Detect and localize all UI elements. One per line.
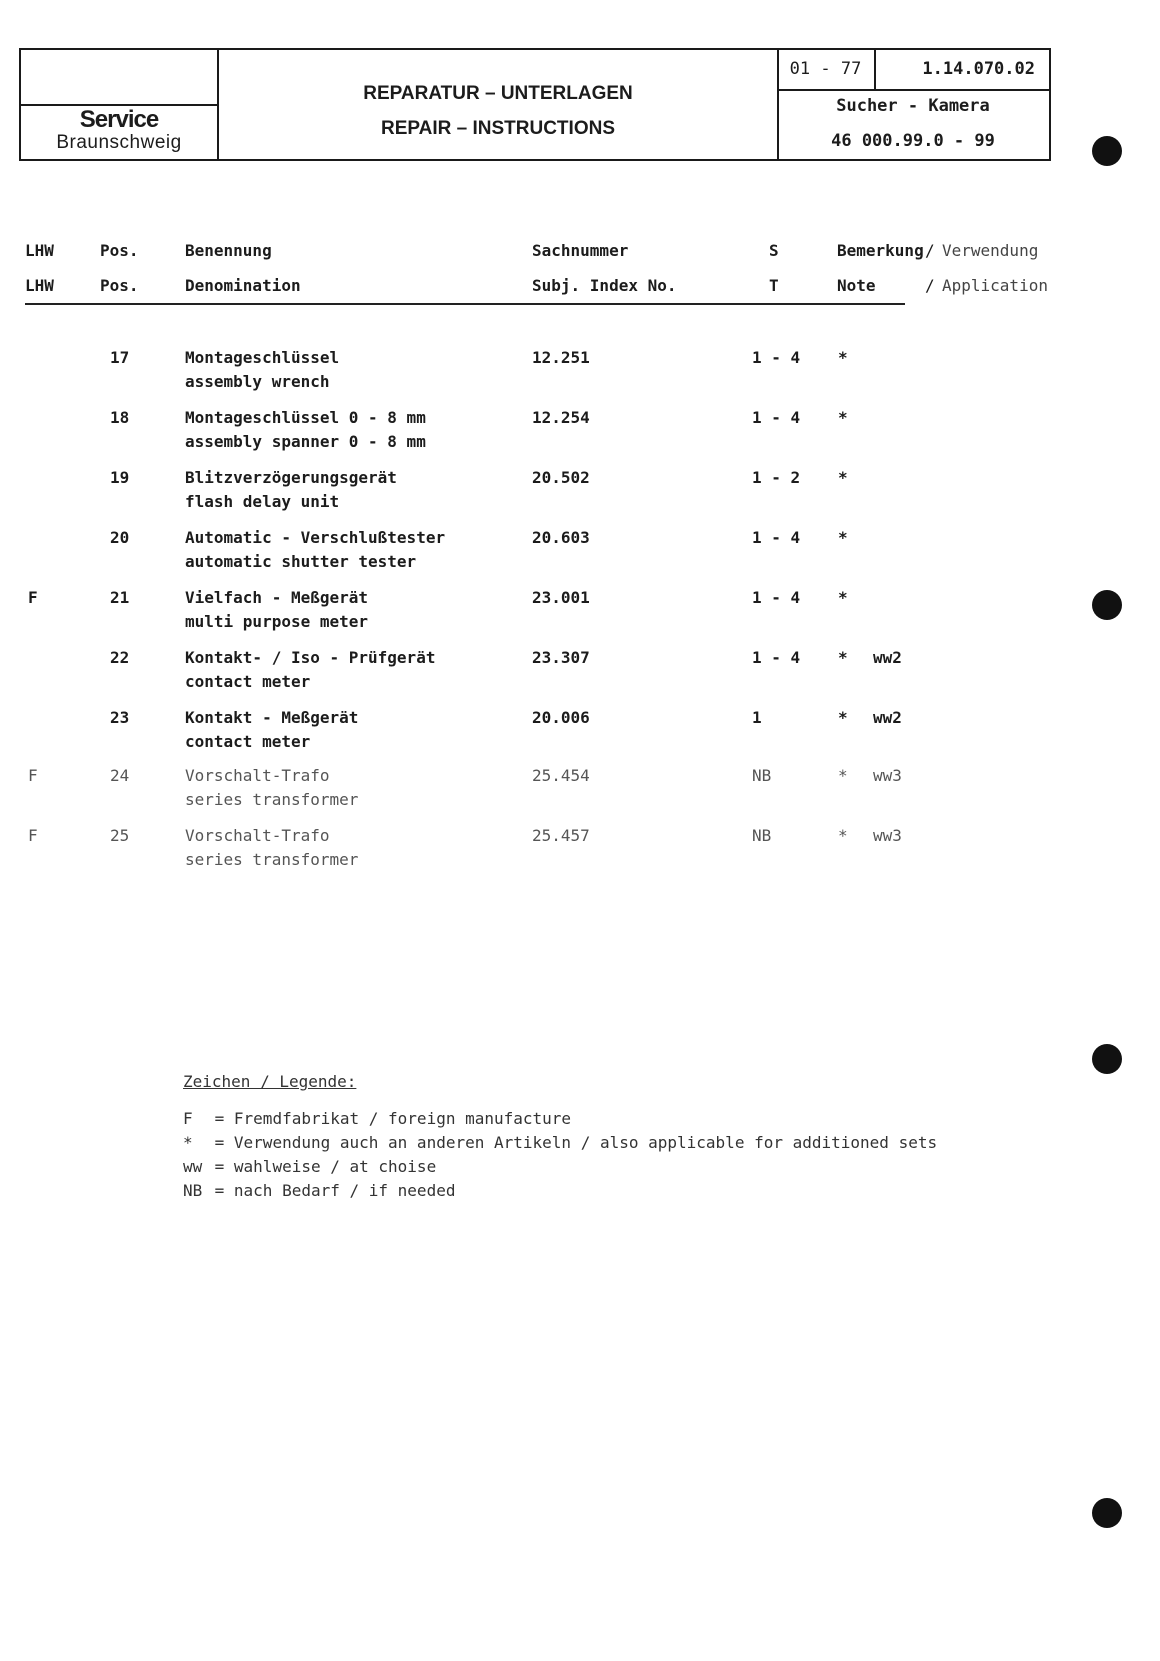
col-lhw: LHW [25,276,54,295]
col-pos: Pos. [100,276,139,295]
row-st: NB [752,826,772,845]
row-pos: 19 [110,468,130,487]
service-cell [21,50,219,159]
col-s: S [769,241,779,260]
row-note: * [838,648,848,667]
row-number: 20.603 [532,528,590,547]
row-pos: 22 [110,648,130,667]
row-number: 20.006 [532,708,590,727]
legend-text: = wahlweise / at choise [214,1157,437,1176]
col-use: Verwendung [942,241,1039,260]
col-use: Application [942,276,1048,295]
row-name-en: flash delay unit [185,492,340,511]
legend-entry [183,1157,937,1181]
row-name-de: Vorschalt-Trafo [185,766,330,785]
row-use: ww3 [873,766,902,785]
legend-key: NB [183,1181,203,1200]
col-number: Subj. Index No. [532,276,677,295]
row-name-en: assembly wrench [185,372,330,391]
info-cell [777,50,1049,159]
row-pos: 21 [110,588,130,607]
row-use: ww2 [873,708,902,727]
row-note: * [838,708,848,727]
col-pos: Pos. [100,241,139,260]
table-row [0,528,1160,578]
col-name: Benennung [185,241,272,260]
table-row [0,826,1160,876]
row-st: 1 - 4 [752,528,801,547]
row-note: * [838,348,848,367]
row-st: NB [752,766,772,785]
header-rule [25,303,905,305]
row-note: * [838,528,848,547]
legend-entry [183,1181,937,1205]
legend-entry [183,1109,937,1133]
row-use: ww2 [873,648,902,667]
table-row [0,588,1160,638]
row-name-en: multi purpose meter [185,612,369,631]
row-st: 1 - 2 [752,468,801,487]
table-row [0,468,1160,518]
row-st: 1 - 4 [752,588,801,607]
row-note: * [838,588,848,607]
row-pos: 17 [110,348,130,367]
title-german: REPARATUR – UNTERLAGEN [363,83,633,104]
col-note: Bemerkung [837,241,924,260]
row-name-de: Montageschlüssel 0 - 8 mm [185,408,426,427]
table-row [0,766,1160,816]
row-number: 25.454 [532,766,590,785]
product-name: Sucher - Kamera [836,96,990,116]
row-note: * [838,408,848,427]
row-name-de: Automatic - Verschlußtester [185,528,446,547]
col-separator: / [925,241,935,260]
row-number: 20.502 [532,468,590,487]
brand-location: Braunschweig [56,132,182,153]
col-number: Sachnummer [532,241,629,260]
row-pos: 24 [110,766,130,785]
binder-hole [1092,1498,1122,1528]
row-number: 23.001 [532,588,590,607]
row-name-en: contact meter [185,732,311,751]
row-name-de: Vielfach - Meßgerät [185,588,369,607]
row-name-de: Kontakt- / Iso - Prüfgerät [185,648,436,667]
table-row [0,408,1160,458]
legend-text: = Fremdfabrikat / foreign manufacture [214,1109,572,1128]
table-row [0,708,1160,758]
row-st: 1 - 4 [752,648,801,667]
info-row [777,50,1049,91]
row-name-en: automatic shutter tester [185,552,417,571]
row-note: * [838,766,848,785]
row-pos: 18 [110,408,130,427]
legend-title: Zeichen / Legende: [183,1072,357,1091]
row-lhw: F [28,826,38,845]
row-number: 25.457 [532,826,590,845]
legend-text: = Verwendung auch an anderen Artikeln / also applicable for additioned sets [214,1133,938,1152]
row-name-de: Kontakt - Meßgerät [185,708,359,727]
header-box [19,48,1051,161]
table-row [0,348,1160,398]
legend-key: ww [183,1157,203,1176]
legend-key: * [183,1133,193,1152]
issue-date: 01 - 77 [777,50,876,89]
legend-entry [183,1133,937,1157]
row-st: 1 - 4 [752,348,801,367]
row-number: 23.307 [532,648,590,667]
legend-text: = nach Bedarf / if needed [214,1181,456,1200]
row-name-de: Vorschalt-Trafo [185,826,330,845]
document-number: 1.14.070.02 [922,59,1035,79]
row-name-en: series transformer [185,790,359,809]
row-pos: 20 [110,528,130,547]
row-name-de: Montageschlüssel [185,348,340,367]
col-separator: / [925,276,935,295]
title-cell [219,50,779,159]
row-pos: 25 [110,826,130,845]
row-note: * [838,826,848,845]
legend [183,1072,937,1205]
col-name: Denomination [185,276,301,295]
row-lhw: F [28,766,38,785]
product-code: 46 000.99.0 - 99 [831,131,995,151]
row-name-en: assembly spanner 0 - 8 mm [185,432,426,451]
col-lhw: LHW [25,241,54,260]
row-st: 1 - 4 [752,408,801,427]
brand-logo: Service [79,106,159,133]
row-name-en: contact meter [185,672,311,691]
row-number: 12.251 [532,348,590,367]
row-lhw: F [28,588,38,607]
col-s: T [769,276,779,295]
binder-hole [1092,136,1122,166]
row-note: * [838,468,848,487]
title-english: REPAIR – INSTRUCTIONS [380,118,615,139]
binder-hole [1092,1044,1122,1074]
legend-key: F [183,1109,193,1128]
row-pos: 23 [110,708,130,727]
row-name-en: series transformer [185,850,359,869]
row-name-de: Blitzverzögerungsgerät [185,468,397,487]
row-use: ww3 [873,826,902,845]
row-number: 12.254 [532,408,590,427]
table-row [0,648,1160,698]
row-st: 1 [752,708,762,727]
col-note: Note [837,276,876,295]
